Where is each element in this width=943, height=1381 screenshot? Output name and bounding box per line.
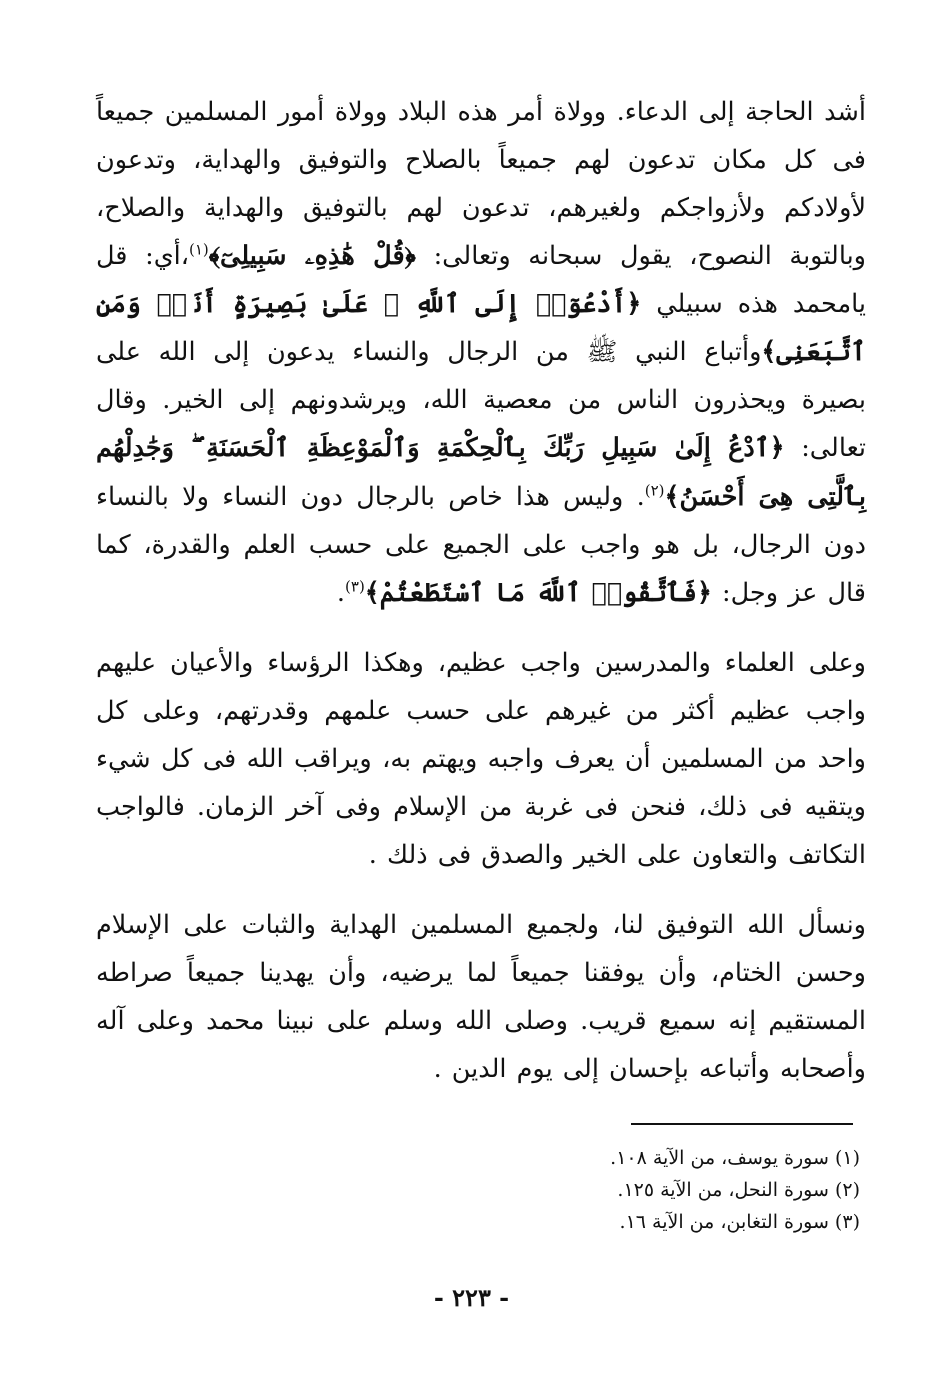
quran-verse: ﴿أَدْعُوٓا۟ إِلَى ٱللَّهِ ۚ عَلَىٰ بَصِيرَةٍ أَنَا۠ وَمَنِ ٱتَّبَعَنِى﴾ [96, 289, 866, 368]
text-segment: أشد الحاجة إلى الدعاء. وولاة أمر هذه البلاد وولاة أمور المسلمين جميعاً فى كل مكان تدعون لهم جميعاً بالصلاح والتوفيق والهداية، وتدعون لأولادكم ولأزواجكم ولغيرهم، تدعون لهم بالتوفيق والهداية والصلاح، وبالتوبة النصوح، يقول سبحانه وتعالى: [96, 97, 866, 272]
text-segment: ونسأل الله التوفيق لنا، ولجميع المسلمين الهداية والثبات على الإسلام وحسن الختام، وأن يوفقنا جميعاً لما يرضيه، وأن يهدينا جميعاً صراطه المستقيم إنه سميع قريب. وصلى الله وسلم على نبينا محمد وعلى آله وأصحابه وأتباعه بإحسان إلى يوم الدين . [96, 910, 866, 1085]
text-segment: ،أي: قل يامحمد هذه سبيلي [96, 241, 867, 320]
footnote-reference: (٣) [345, 577, 365, 596]
quran-verse: ﴿فَٱتَّقُوا۟ ٱللَّهَ مَا ٱسْتَطَعْتُمْ﴾ [364, 577, 712, 608]
text-segment: . وليس هذا خاص بالرجال دون النساء ولا بالنساء دون الرجال، بل هو واجب على الجميع على حسب العلم والقدرة، كما قال عز وجل: [96, 481, 866, 608]
paragraph [96, 88, 866, 617]
footnote-reference: (٢) [644, 481, 665, 499]
main-text [96, 88, 866, 1093]
footnote-divider [631, 1123, 853, 1125]
paragraph [96, 901, 866, 1093]
footnote-reference: (١) [188, 240, 209, 259]
quran-verse: ﴿ٱدْعُ إِلَىٰ سَبِيلِ رَبِّكَ بِٱلْحِكْمَةِ وَٱلْمَوْعِظَةِ ٱلْحَسَنَةِ ۖ وَجَٰدِلْهُم بِٱلَّتِى هِىَ أَحْسَنُ﴾ [96, 433, 867, 512]
page-number: - ٢٢٣ - [433, 1283, 510, 1312]
paragraph [96, 639, 866, 879]
footnote-1: (١) سورة يوسف، من الآية ١٠٨. [610, 1147, 860, 1169]
footnote-2: (٢) سورة النحل، من الآية ١٢٥. [617, 1179, 860, 1201]
quran-verse: ﴿قُلْ هَٰذِهِۦ سَبِيلِىٓ﴾ [208, 241, 416, 272]
text-segment: وعلى العلماء والمدرسين واجب عظيم، وهكذا الرؤساء والأعيان عليهم واجب عظيم أكثر من غيرهم على حسب علمهم وقدرتهم، وعلى كل واحد من المسلمين أن يعرف واجبه ويهتم به، ويراقب الله فى كل شيء ويتقيه فى ذلك، فنحن فى غربة من الإسلام وفى آخر الزمان. فالواجب التكاتف والتعاون على الخير والصدق فى ذلك . [96, 647, 866, 870]
footnotes [500, 1142, 860, 1238]
footnote-3: (٣) سورة التغابن، من الآية ١٦. [619, 1211, 860, 1233]
text-segment: وأتباع النبي ﷺ من الرجال والنساء يدعون إلى الله على بصيرة ويحذرون الناس من معصية الله، ويرشدونهم إلى الخير. وقال تعالى: [96, 337, 866, 464]
text-segment: . [336, 577, 346, 608]
